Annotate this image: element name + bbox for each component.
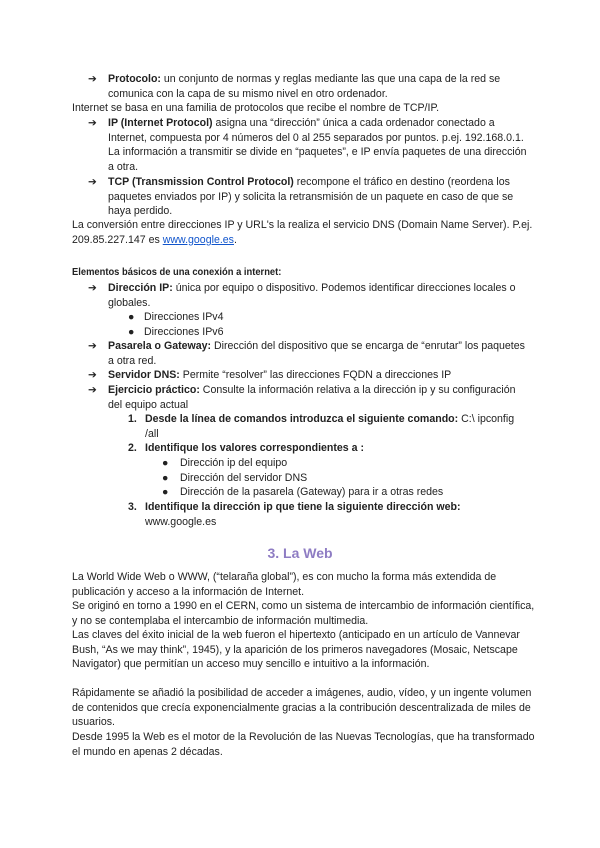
dns-paragraph xyxy=(72,218,542,247)
dns-end: . xyxy=(233,233,237,246)
step-3 xyxy=(128,500,528,529)
direccion-ip-text: única por equipo o dispositivo. Podemos identificar direcciones locales o globales. xyxy=(108,282,516,309)
arrow-icon: ➔ xyxy=(88,282,97,294)
bullet-direccion-ip xyxy=(88,281,528,310)
bullet-dot-icon: ● xyxy=(128,311,135,323)
bullet-tcp xyxy=(88,175,528,219)
ipv4-text: Direcciones IPv4 xyxy=(144,311,224,323)
bullet-protocolo xyxy=(88,72,528,101)
value-3-text: Dirección de la pasarela (Gateway) para ir a otras redes xyxy=(180,486,444,498)
step-number: 1. xyxy=(128,413,137,425)
web-paragraph-5: Desde 1995 la Web es el motor de la Revolución de las Nuevas Tecnologías, que ha transformado el mundo en apenas 2 décadas. xyxy=(72,731,535,758)
section-title: 3. La Web xyxy=(267,545,333,561)
protocolo-text: un conjunto de normas y reglas mediante las que una capa de la red se comunica con la capa de su mismo nivel en otro ordenador. xyxy=(108,73,501,100)
protocolo-label: Protocolo: xyxy=(108,73,161,85)
web-paragraph-3: Las claves del éxito inicial de la web fueron el hipertexto (anticipado en un artículo de Vannevar Bush, “As we may think”, 1945), y la aparición de los primeros navegadores (Mosaic, Netscape Navigator) que permitían un acceso muy sencillo e intuitivo a la información. xyxy=(72,629,520,671)
step-2-bold: Identifique los valores correspondientes a : xyxy=(145,442,364,454)
intro-tcpip: Internet se basa en una familia de protocolos que recibe el nombre de TCP/IP. xyxy=(72,102,440,114)
arrow-icon: ➔ xyxy=(88,73,97,85)
ip-label: IP (Internet Protocol) xyxy=(108,117,213,129)
ejercicio-label: Ejercicio práctico: xyxy=(108,384,200,396)
step-1 xyxy=(128,412,528,441)
value-1-text: Dirección ip del equipo xyxy=(180,457,288,469)
servidor-dns-text: Permite “resolver” las direcciones FQDN a direcciones IP xyxy=(179,369,452,381)
tcp-label: TCP (Transmission Control Protocol) xyxy=(108,176,294,188)
step-1-bold: Desde la línea de comandos introduzca el siguiente comando: xyxy=(145,413,459,425)
step-1-text: C:\ ipconfig /all xyxy=(145,413,515,440)
ejercicio-text: Consulte la información relativa a la dirección ip y su configuración del equipo actual xyxy=(108,384,516,411)
ipv6-text: Direcciones IPv6 xyxy=(144,326,224,338)
bullet-servidor-dns xyxy=(88,368,528,383)
step-3-text: www.google.es xyxy=(145,515,217,528)
bullet-dot-icon: ● xyxy=(128,326,135,338)
bullet-ip xyxy=(88,116,528,174)
servidor-dns-label: Servidor DNS: xyxy=(108,369,180,381)
arrow-icon: ➔ xyxy=(88,117,97,129)
elements-heading: Elementos básicos de una conexión a internet: xyxy=(72,267,282,278)
tcp-text: recompone el tráfico en destino (reordena los paquetes enviados por IP) y solicita la retransmisión de un paquete en caso de que se haya perdido. xyxy=(108,176,514,218)
list-item-value-2 xyxy=(162,471,307,486)
arrow-icon: ➔ xyxy=(88,369,97,381)
bullet-ejercicio xyxy=(88,383,528,412)
list-item-value-3 xyxy=(162,485,443,500)
pasarela-label: Pasarela o Gateway: xyxy=(108,340,212,352)
arrow-icon: ➔ xyxy=(88,340,97,352)
arrow-icon: ➔ xyxy=(88,384,97,396)
list-item-ipv4 xyxy=(128,310,223,325)
step-number: 2. xyxy=(128,442,137,454)
value-2-text: Dirección del servidor DNS xyxy=(180,472,308,484)
step-2 xyxy=(128,441,528,456)
direccion-ip-label: Dirección IP: xyxy=(108,282,173,294)
dns-text: La conversión entre direcciones IP y URL's la realiza el servicio DNS (Domain Name Server). P.ej. 209.85.227.147 es xyxy=(72,219,533,246)
pasarela-text: Dirección del dispositivo que se encarga de “enrutar” los paquetes a otra red. xyxy=(108,340,525,367)
web-paragraph-2: Se originó en torno a 1990 en el CERN, como un sistema de intercambio de información científica, y no se contemplaba el intercambio de información multimedia. xyxy=(72,600,535,627)
bullet-pasarela xyxy=(88,339,528,368)
bullet-dot-icon: ● xyxy=(162,472,169,484)
web-paragraph-1: La World Wide Web o WWW, (“telaraña global”), es con mucho la forma más extendida de publicación y acceso a la información de Internet. xyxy=(72,571,497,598)
list-item-ipv6 xyxy=(128,325,223,340)
arrow-icon: ➔ xyxy=(88,176,97,188)
google-link[interactable]: www.google.es xyxy=(162,233,234,246)
list-item-value-1 xyxy=(162,456,287,471)
bullet-dot-icon: ● xyxy=(162,457,169,469)
ip-text: asigna una “dirección” única a cada ordenador conectado a Internet, compuesta por 4 números del 0 al 255 separados por puntos. p.ej. 192.168.0.1. La información a transmitir se divide en “paquetes”, e IP envía paquetes de una dirección a otra. xyxy=(108,117,527,173)
step-number: 3. xyxy=(128,501,137,513)
step-3-bold: Identifique la dirección ip que tiene la siguiente dirección web: xyxy=(145,501,461,513)
bullet-dot-icon: ● xyxy=(162,486,169,498)
web-paragraph-4: Rápidamente se añadió la posibilidad de acceder a imágenes, audio, vídeo, y un ingente volumen de contenidos que crecía exponencialmente gracias a la contribución descentralizada de miles de usuarios. xyxy=(72,687,532,729)
